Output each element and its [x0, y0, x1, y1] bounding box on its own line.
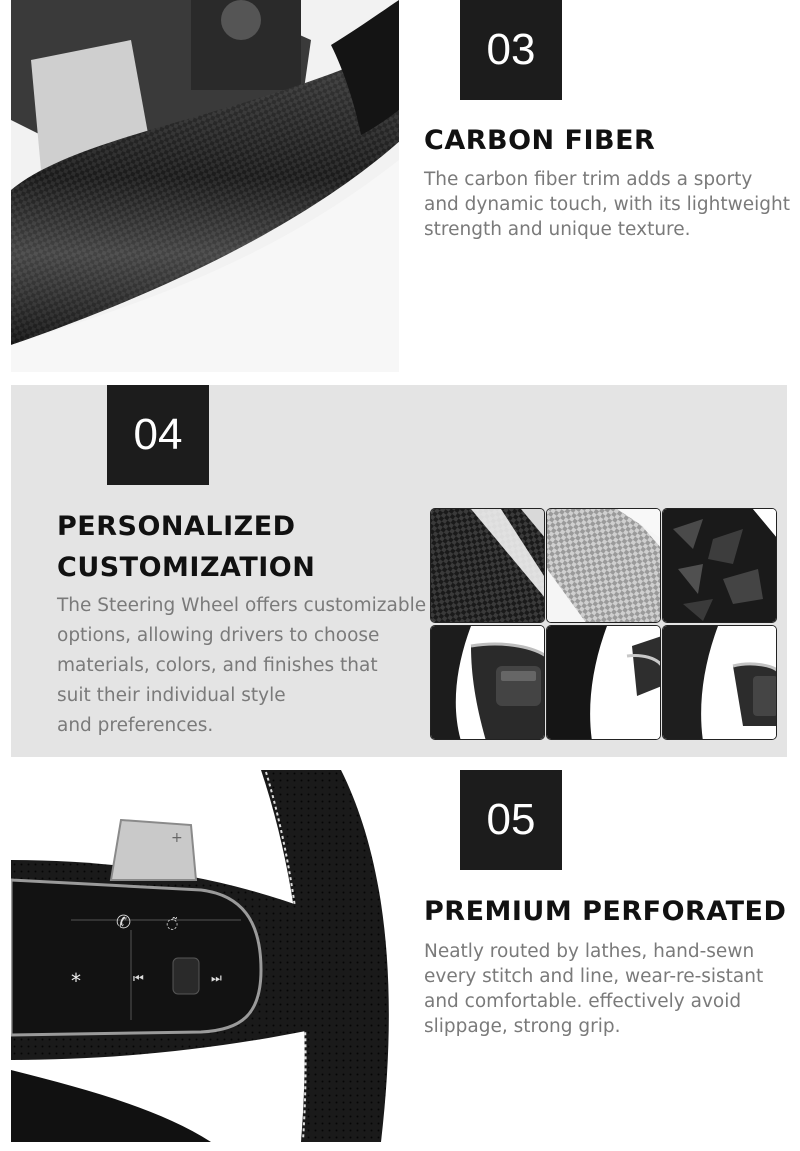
option-perforated-leather [430, 625, 545, 740]
customization-options-grid [430, 508, 778, 741]
carbon-fiber-steering-wheel-photo [11, 0, 399, 372]
description-line: materials, colors, and finishes that [57, 655, 378, 676]
description-line: The Steering Wheel offers customizable [57, 595, 427, 616]
option-forged-carbon [662, 508, 777, 623]
option-carbon-fiber-black [430, 508, 545, 623]
option-smooth-leather [662, 625, 777, 740]
section-number-03: 03 [460, 0, 562, 100]
svg-text:⏭: ⏭ [211, 971, 222, 985]
description-line: suit their individual style [57, 685, 286, 706]
section-number-05: 05 [460, 770, 562, 870]
svg-text:*: * [71, 969, 81, 993]
svg-text:⏮: ⏮ [133, 971, 144, 985]
description-line: and preferences. [57, 715, 214, 736]
section-description-customization [57, 591, 427, 741]
svg-text:+: + [171, 830, 183, 846]
section-title-premium-perforated: PREMIUM PERFORATED [424, 896, 787, 927]
svg-text:◌̃: ◌̃ [166, 916, 179, 932]
section-description-premium-perforated: Neatly routed by lathes, hand-sewn every stitch and line, wear-re-sistant and comfortable. effectively avoid slippage, strong grip. [424, 941, 764, 1037]
title-line-2: CUSTOMIZATION [57, 552, 316, 583]
section-number-04: 04 [107, 385, 209, 485]
description-line: options, allowing drivers to choose [57, 625, 380, 646]
section-carbon-fiber [0, 0, 800, 372]
section-title-carbon-fiber: CARBON FIBER [424, 125, 656, 156]
section-title-personalized-customization [57, 506, 315, 588]
svg-text:✆: ✆ [116, 912, 132, 933]
section-description-carbon-fiber: The carbon fiber trim adds a sporty and dynamic touch, with its lightweight strength and unique texture. [424, 169, 791, 240]
option-carbon-fiber-silver [546, 508, 661, 623]
perforated-leather-steering-wheel-photo [11, 770, 399, 1142]
option-suede [546, 625, 661, 740]
title-line-1: PERSONALIZED [57, 511, 296, 542]
section-premium-perforated [0, 770, 800, 1151]
